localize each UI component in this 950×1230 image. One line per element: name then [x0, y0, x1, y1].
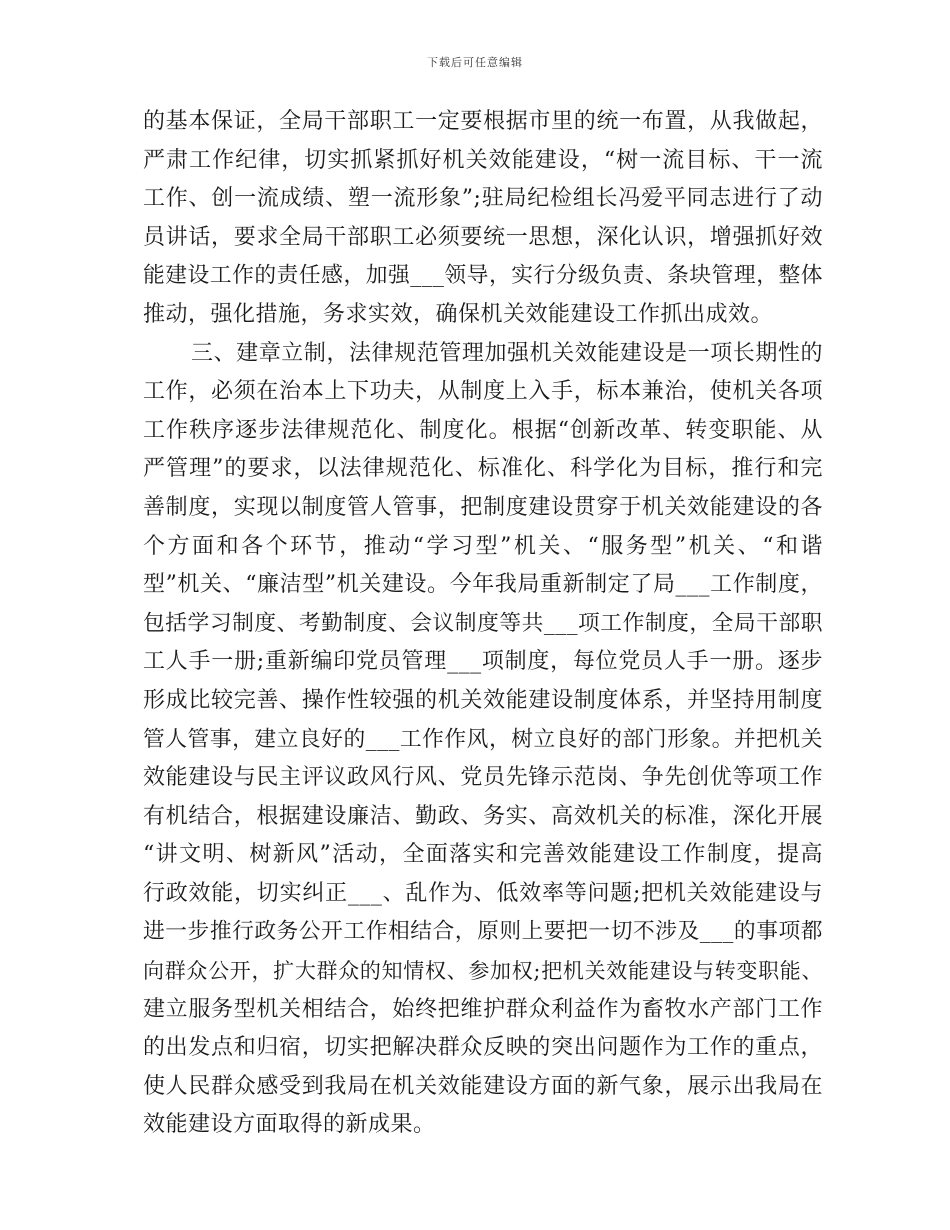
text-line: 型”机关、“廉洁型”机关建设。今年我局重新制定了局___工作制度， [143, 572, 823, 598]
text-line: 工作，必须在治本上下功夫，从制度上入手，标本兼治，使机关各项 [143, 379, 823, 405]
text-line: 的出发点和归宿，切实把解决群众反映的突出问题作为工作的重点， [143, 1035, 823, 1061]
text-line: 形成比较完善、操作性较强的机关效能建设制度体系，并坚持用制度 [143, 687, 823, 713]
text-line: 有机结合，根据建设廉洁、勤政、务实、高效机关的标准，深化开展 [143, 803, 823, 829]
page-header: 下载后可任意编辑 [427, 56, 523, 69]
text-line: “讲文明、树新风”活动，全面落实和完善效能建设工作制度，提高 [143, 842, 823, 868]
text-line: 工作秩序逐步法律规范化、制度化。根据“创新改革、转变职能、从 [143, 417, 823, 443]
text-line: 使人民群众感受到我局在机关效能建设方面的新气象，展示出我局在 [143, 1073, 823, 1099]
text-line: 建立服务型机关相结合，始终把维护群众利益作为畜牧水产部门工作 [143, 996, 823, 1022]
text-line: 工作、创一流成绩、塑一流形象”;驻局纪检组长冯爱平同志进行了动 [143, 186, 823, 212]
text-line: 管人管事，建立良好的___工作作风，树立良好的部门形象。并把机关 [143, 726, 823, 752]
text-line: 工人手一册;重新编印党员管理___项制度，每位党员人手一册。逐步 [143, 649, 823, 675]
text-line: 行政效能，切实纠正___、乱作为、低效率等问题;把机关效能建设与 [143, 880, 823, 906]
document-body [143, 103, 823, 1145]
text-line: 善制度，实现以制度管人管事，把制度建设贯穿于机关效能建设的各 [143, 494, 823, 520]
text-line: 员讲话，要求全局干部职工必须要统一思想，深化认识，增强抓好效 [143, 224, 823, 250]
text-line: 能建设工作的责任感，加强___领导，实行分级负责、条块管理，整体 [143, 263, 823, 289]
text-line: 向群众公开，扩大群众的知情权、参加权;把机关效能建设与转变职能、 [143, 959, 823, 984]
text-line: 个方面和各个环节，推动“学习型”机关、“服务型”机关、“和谐 [143, 533, 823, 559]
text-line: 三、建章立制，法律规范管理加强机关效能建设是一项长期性的 [191, 340, 823, 366]
text-line: 的基本保证，全局干部职工一定要根据市里的统一布置，从我做起， [143, 109, 823, 134]
text-line: 效能建设与民主评议政风行风、党员先锋示范岗、争先创优等项工作 [143, 765, 823, 791]
text-line: 推动，强化措施，务求实效，确保机关效能建设工作抓出成效。 [143, 301, 774, 327]
text-line: 效能建设方面取得的新成果。 [143, 1112, 436, 1138]
text-line: 严管理”的要求，以法律规范化、标准化、科学化为目标，推行和完 [143, 456, 823, 482]
text-line: 进一步推行政务公开工作相结合，原则上要把一切不涉及___的事项都 [143, 919, 823, 945]
text-line: 包括学习制度、考勤制度、会议制度等共___项工作制度，全局干部职 [143, 610, 823, 636]
text-line: 严肃工作纪律，切实抓紧抓好机关效能建设，“树一流目标、干一流 [143, 147, 823, 173]
